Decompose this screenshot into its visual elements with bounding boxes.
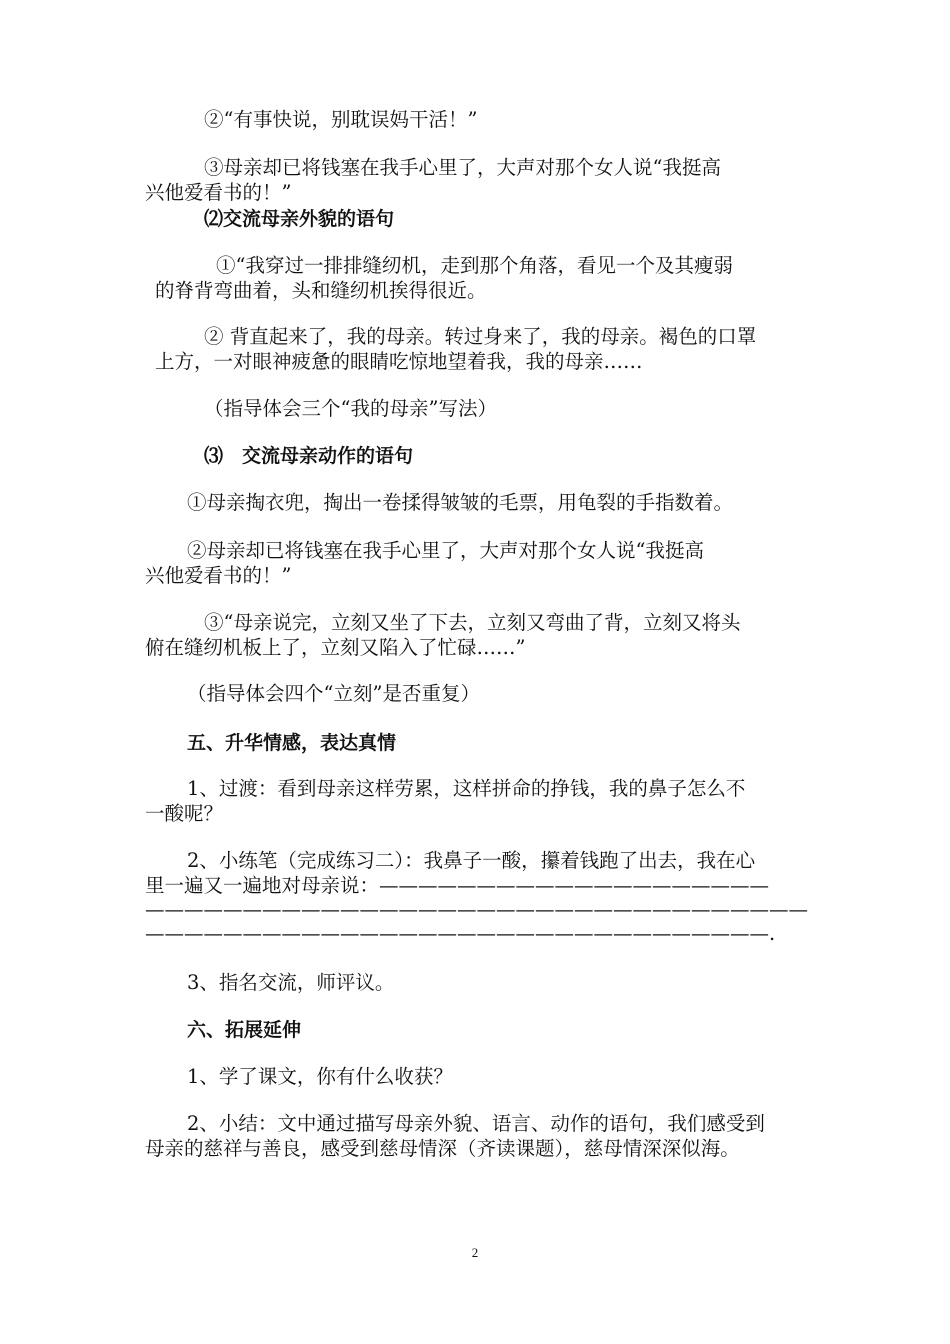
text-line: 母亲的慈祥与善良，感受到慈母情深（齐读课题），慈母情深深似海。 [145,1137,740,1160]
text-line: 兴他爱看书的！” [145,181,292,204]
text-line: 上方，一对眼神疲惫的眼睛吃惊地望着我，我的母亲…… [155,350,643,373]
text-line: ————————————————————————————————. [145,922,776,945]
text-line: ①母亲掏衣兜，掏出一卷揉得皱皱的毛票，用龟裂的手指数着。 [187,491,734,514]
section-heading: ⑵交流母亲外貌的语句 [204,208,395,230]
text-line: 2、小练笔（完成练习二）：我鼻子一酸，攥着钱跑了出去，我在心 [187,849,756,872]
section-heading: 六、拓展延伸 [187,1019,302,1041]
text-line: ①“我穿过一排排缝纫机，走到那个角落，看见一个及其瘦弱 [216,254,733,277]
text-line: 俯在缝纫机板上了，立刻又陷入了忙碌……” [145,636,526,659]
section-heading: ⑶ 交流母亲动作的语句 [204,445,414,467]
text-line: 1、学了课文，你有什么收获？ [187,1065,453,1088]
text-line: ③母亲却已将钱塞在我手心里了，大声对那个女人说“我挺高 [204,156,721,179]
text-line: 3、指名交流，师评议。 [187,971,395,994]
text-line: ③“母亲说完，立刻又坐了下去，立刻又弯曲了背，立刻又将头 [204,611,741,634]
text-line: （指导体会四个“立刻”是否重复） [187,682,480,705]
section-heading: 五、升华情感，表达真情 [187,732,397,754]
page-number: 2 [471,1245,479,1260]
text-line: 兴他爱看书的！” [145,564,292,587]
text-line: 里一遍又一遍地对母亲说：———————————————————— [145,874,770,897]
text-line: ②母亲却已将钱塞在我手心里了，大声对那个女人说“我挺高 [187,539,704,562]
text-line: 的脊背弯曲着，头和缝纫机挨得很近。 [155,279,487,302]
text-line: —————————————————————————————————— [145,898,808,921]
text-line: 2、小结：文中通过描写母亲外貌、语言、动作的语句，我们感受到 [187,1112,765,1135]
text-line: 1、过渡：看到母亲这样劳累，这样拼命的挣钱，我的鼻子怎么不 [187,777,746,800]
text-line: ② 背直起来了，我的母亲。转过身来了，我的母亲。褐色的口罩 [204,325,757,348]
text-line: 一酸呢？ [145,802,224,825]
text-line: （指导体会三个“我的母亲”写法） [204,397,497,420]
text-line: ②“有事快说，别耽误妈干活！” [204,108,478,131]
